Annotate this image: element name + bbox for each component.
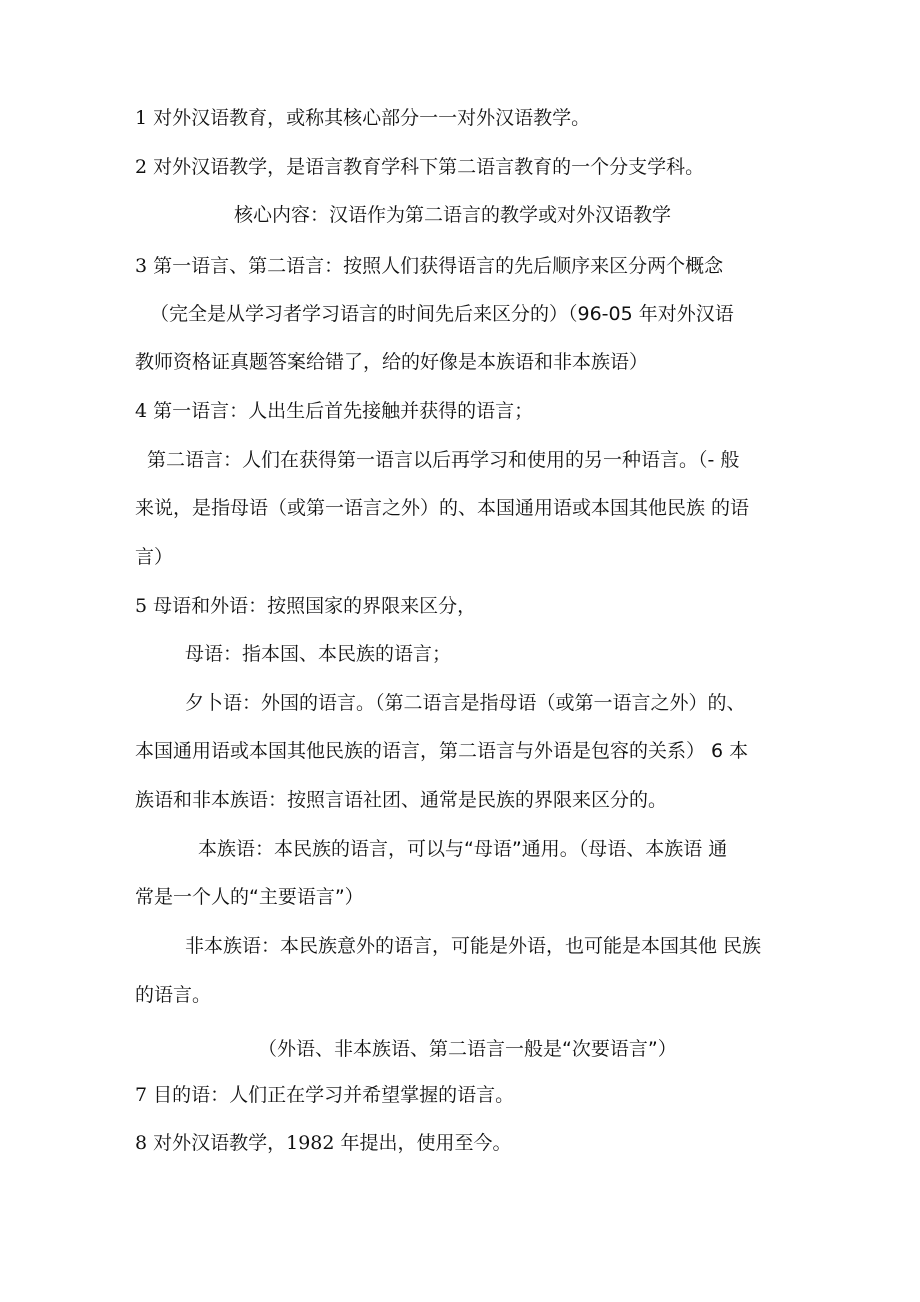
line-12: 母语：指本国、本民族的语言； — [185, 643, 452, 665]
line-20: （外语、非本族语、第二语言一般是“次要语言”） — [258, 1038, 677, 1060]
line-14: 本国通用语或本国其他民族的语言，第二语言与外语是包容的关系） 6 本 — [135, 740, 749, 762]
line-21: 7 目的语：人们正在学习并希望掌握的语言。 — [135, 1084, 515, 1106]
line-4: 3 第一语言、第二语言：按照人们获得语言的先后顺序来区分两个概念 — [135, 255, 724, 277]
line-2: 2 对外汉语教学，是语言教育学科下第二语言教育的一个分支学科。 — [135, 156, 705, 178]
line-16: 本族语：本民族的语言，可以与“母语”通用。（母语、本族语 通 — [198, 838, 728, 860]
line-17: 常是一个人的“主要语言”） — [135, 886, 364, 908]
line-19: 的语言。 — [135, 984, 212, 1006]
line-15: 族语和非本族语：按照言语社团、通常是民族的界限来区分的。 — [135, 789, 668, 811]
line-11: 5 母语和外语：按照国家的界限来区分， — [135, 595, 477, 617]
line-10: 言） — [135, 546, 174, 568]
line-1: 1 对外汉语教育，或称其核心部分一一对外汉语教学。 — [135, 107, 591, 129]
line-8: 第二语言：人们在获得第一语言以后再学习和使用的另一种语言。（- 般 — [147, 449, 740, 471]
line-13: 夕卜语：外国的语言。（第二语言是指母语（或第一语言之外）的、 — [185, 692, 746, 714]
line-3-heading: 核心内容：汉语作为第二语言的教学或对外汉语教学 — [234, 204, 672, 226]
line-18: 非本族语：本民族意外的语言，可能是外语，也可能是本国其他 民族 — [185, 935, 762, 957]
line-9: 来说，是指母语（或第一语言之外）的、本国通用语或本国其他民族 的语 — [135, 497, 750, 519]
line-6: 教师资格证真题答案给错了，给的好像是本族语和非本族语） — [135, 351, 649, 373]
line-7: 4 第一语言：人出生后首先接触并获得的语言； — [135, 400, 534, 422]
line-5: （完全是从学习者学习语言的时间先后来区分的）（96-05 年对外汉语 — [150, 303, 734, 325]
line-22: 8 对外汉语教学，1982 年提出，使用至今。 — [135, 1132, 512, 1154]
